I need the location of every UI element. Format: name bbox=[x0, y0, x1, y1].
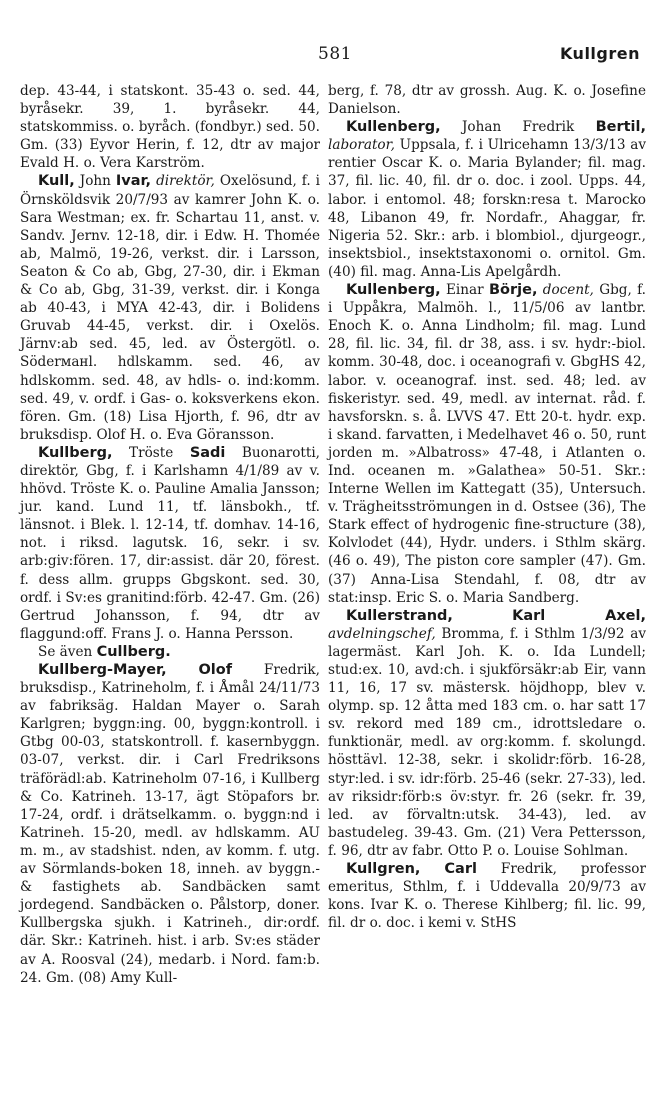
entry-text: berg, f. 78, dtr av grossh. Aug. K. o. Josefine Danielson. bbox=[328, 83, 646, 118]
entry-text: Fredrik, professor emeritus, Sthlm, f. i Uddevalla 20/9/73 av kons. Ivar K. o. Therese Kihlberg; fil. lic. 99, fil. dr o. doc. i kemi v. StHS bbox=[328, 861, 646, 932]
right-column bbox=[328, 82, 646, 932]
entry-forenames: Johan Fredrik bbox=[440, 119, 596, 136]
entry-forenames bbox=[167, 662, 199, 678]
entry-surname: Kullenberg, bbox=[346, 119, 441, 136]
entry-forenames bbox=[420, 861, 444, 877]
entry-forenames: Tröste bbox=[112, 444, 190, 461]
entry-given-name: Olof bbox=[198, 662, 233, 678]
entry-surname: Kull, bbox=[38, 173, 75, 190]
entry-given-name: Karl Axel, bbox=[512, 607, 646, 624]
entry-continuation bbox=[328, 82, 646, 118]
left-column bbox=[20, 82, 320, 987]
biography-entry bbox=[328, 860, 646, 932]
entry-text: Gbg, f. i Uppåkra, Malmöh. l., 11/5/06 av lantbr. Enoch K. o. Anna Lindholm; fil. mag. Lund 28, fil. lic. 34, fil. dr 38, ass. i sv. hydr:-biol. komm. 30-48, doc. i oceanografi v. GbgHS 42, labor. v. oceanograf. inst. sed. 48; led. av fiskeristyr. sed. 49, medl. av internat. råd. f. havsforskn. s. å. LVVS 47. Ett 20-t. hydr. exp. i skand. farvatten, i Medelhavet 46 o. 50, runt jorden m. »Albatross» 47-48, i Atlanten o. Ind. oceanen m. »Galathea» 50-51. Skr.: Interne Wellen im Kattegatt (35), Untersuch. v. Trägheitsströmungen in d. Ostsee (36), The Stark effect of hydrogenic fine-structure (38), Kolvlodet (44), Hydr. unders. i Sthlm skärg. (46 o. 49), The piston core sampler (47). Gm. (37) Anna-Lisa Stendahl, f. 08, dtr av stat:insp. Eric S. o. Maria Sandberg. bbox=[328, 282, 646, 606]
biography-entry bbox=[328, 281, 646, 607]
entry-forenames: John bbox=[74, 173, 116, 190]
entry-surname: Kullerstrand, bbox=[346, 607, 453, 624]
page-header bbox=[0, 44, 664, 74]
running-head: Kullgren bbox=[559, 44, 640, 63]
entry-title: laborator, bbox=[328, 137, 395, 154]
entry-given-name: Carl bbox=[444, 861, 477, 878]
entry-text: Oxelösund, f. i Örnsköldsvik 20/7/93 av kamrer John K. o. Sara Westman; ex. fr. Schartau 11, anst. v. Sandv. Jernv. 12-18, dir. i Edw. H. Thomée ab, Malmö, 19-26, verkst. dir. i Larsson, Seaton & Co ab, Gbg, 27-30, dir. i Ekman & Co ab, Gbg, 31-39, verkst. dir. i Konga ab 40-43, i MYA 42-43, dir. i Bolidens Gruvab 44-45, verkst. dir. i Oxelös. Järnv:ab sed. 45, led. av Östergötl. o. Söderманl. hdlskamm. sed. 46, av hdlskomm. sed. 48, av hdls- o. ind:komm. sed. 49, v. ordf. i Gas- o. koksverkens ekon. fören. Gm. (18) Lisa Hjorth, f. 96, dtr av bruksdisp. Olof H. o. Eva Göransson. bbox=[20, 173, 320, 443]
entry-text: Fredrik, bruksdisp., Katrineholm, f. i Åmål 24/11/73 av fabriksäg. Haldan Mayer o. Sarah Karlgren; byggn:ing. 00, byggn:kontroll. i Gtbg 00-03, statskontroll. f. kasernbyggn. 03-07, verkst. dir. i Carl Fredriksons träförädl:ab. Katrineholm 07-16, i Kullberg & Co. Katrineh. 13-17, ägt Stöpafors br. 17-24, ordf. i drätselkamm. o. byggn:nd i Katrineh. 15-20, medl. av hdlskamm. AU m. m., av stadshist. nden, av komm. f. utg. av Sörmlands-boken 18, inneh. av byggn.- & fastighets ab. Sandbäcken samt jordegend. Sandbäcken o. Pålstorp, doner. Kullbergska sjukh. i Katrineh., dir:ordf. där. Skr.: Katrineh. hist. i arb. Sv:es städer av A. Roosval (24), medarb. i Nord. fam:b. 24. Gm. (08) Amy Kull- bbox=[20, 662, 320, 986]
entry-given-name: Bertil, bbox=[595, 119, 646, 136]
see-also-name: Cullberg. bbox=[96, 643, 171, 660]
biography-entry bbox=[328, 118, 646, 281]
entry-title: direktör, bbox=[151, 173, 215, 190]
see-also-reference bbox=[20, 643, 320, 661]
entry-text: Buonarotti, direktör, Gbg, f. i Karlshamn 4/1/89 av v. hhövd. Tröste K. o. Pauline Amalia Jansson; jur. kand. Lund 11, tf. länsbokh., tf. länsnot. i Blek. l. 12-14, tf. domhav. 14-16, not. i riksd. lagutsk. 16, sekr. i sv. arb:giv:fören. 17, dir:assist. där 20, förest. f. dess allm. grupps Gbgskont. sed. 30, ordf. i Sv:es granitind:förb. 42-47. Gm. (26) Gertrud Johansson, f. 94, dtr av flaggund:off. Frans J. o. Hanna Persson. bbox=[20, 444, 320, 642]
entry-continuation bbox=[20, 82, 320, 172]
entry-text: Bromma, f. i Sthlm 1/3/92 av lagermäst. Karl Joh. K. o. Ida Lundell; stud:ex. 10, avd:ch. i sjukförsäkr:ab Eir, vann 11, 16, 17 sv. mästersk. höjdhopp, blev v. olymp. sp. 12 åtta med 183 cm. o. har satt 17 sv. rekord med 189 cm., idrottsledare o. funktionär, medl. av org:komm. f. skolungd. hösttävl. 12-38, sekr. i skolidr:förb. 16-28, styr:led. i sv. idr:förb. 25-46 (sekr. 27-33), led. av riksidr:förb:s öv:styr. fr. 26 (sekr. fr. 39, led. av förvaltn:utsk. 34-43), led. av bastudeleg. 39-43. Gm. (21) Vera Pettersson, f. 96, dtr av fabr. Otto P. o. Louise Sohlman. bbox=[328, 625, 646, 859]
entry-given-name: Sadi bbox=[189, 444, 226, 461]
see-also-label: Se även bbox=[38, 643, 97, 660]
entry-surname: Kullberg, bbox=[38, 444, 113, 461]
biography-entry bbox=[20, 661, 320, 987]
entry-forenames bbox=[453, 608, 512, 624]
entry-given-name: Ivar, bbox=[115, 173, 152, 190]
entry-surname: Kullberg-Mayer, bbox=[38, 662, 167, 678]
entry-given-name: Börje, bbox=[488, 282, 538, 299]
entry-text: dep. 43-44, i statskont. 35-43 o. sed. 44, byråsekr. 39, 1. byråsekr. 44, statskommiss. o. byråch. (fondbyr.) sed. 50. Gm. (33) Eyvor Herin, f. 12, dtr av major Evald H. o. Vera Karström. bbox=[20, 83, 320, 172]
biography-entry bbox=[328, 607, 646, 860]
entry-forenames: Einar bbox=[440, 282, 489, 299]
biography-entry bbox=[20, 444, 320, 643]
entry-title: docent, bbox=[537, 282, 594, 299]
entry-text: Uppsala, f. i Ulricehamn 13/3/13 av rentier Oscar K. o. Maria Bylander; fil. mag. 37, fil. lic. 40, fil. dr o. doc. i zool. Upps. 44, labor. i entomol. 48; forskn:resa t. Marocko 48, Libanon 49, fr. Nordafr., Ahaggar, fr. Nigeria 52. Skr.: arb. i blombiol., djurgeogr., insektsbiol., insektstaxonomi o. ornitol. Gm. (40) fil. mag. Anna-Lis Apelgårdh. bbox=[328, 137, 646, 280]
page-number: 581 bbox=[318, 44, 352, 64]
entry-title: avdelningschef, bbox=[328, 625, 436, 642]
biography-entry bbox=[20, 172, 320, 443]
entry-surname: Kullgren, bbox=[346, 861, 421, 878]
entry-surname: Kullenberg, bbox=[346, 282, 441, 299]
